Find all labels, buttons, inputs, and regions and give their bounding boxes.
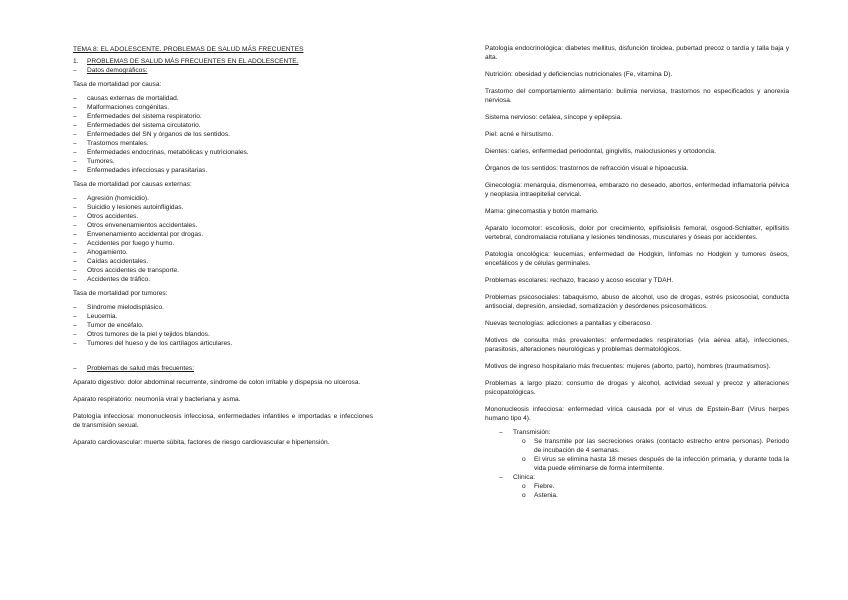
paragraph: Problemas psicosociales: tabaquismo, abuso de alcohol, uso de drogas, estrés psicosocial, conducta antisocial, depresión, ansiedad, somatización y desórdenes psicosomáticos. <box>485 294 789 310</box>
paragraph: Aparato respiratorio: neumonía viral y bacteriana y asma. <box>73 396 241 403</box>
mortality-causes-label: Tasa de mortalidad por causa: <box>73 81 162 88</box>
list-item: – Tumores del hueso y de los cartílagos articulares. <box>73 340 233 347</box>
clinical-heading: – Clínica: <box>499 474 535 481</box>
list-item: – Otros accidentes de transporte. <box>73 267 179 274</box>
list-item: – Enfermedades del SN y órganos de los sentidos. <box>73 131 230 138</box>
paragraph: Mononucleosis infecciosa: enfermedad vírica causada por el virus de Epstein-Barr (Virus herpes humano tipo 4). <box>485 406 789 422</box>
paragraph: Aparato cardiovascular: muerte súbita, factores de riesgo cardiovascular e hipertensión. <box>73 439 330 446</box>
list-item: o El virus se elimina hasta 18 meses después de la infección primaria, y durante toda la vida puede eliminarse de forma intermitente. <box>522 456 789 472</box>
paragraph: Problemas a largo plazo: consumo de drogas y alcohol, actividad sexual y precoz y alteraciones psicopatológicas. <box>485 380 789 396</box>
paragraph: Sistema nervioso: cefalea, síncope y epilepsia. <box>485 114 623 121</box>
paragraph: Patología infecciosa: mononucleosis infecciosa, enfermedades infantiles e importadas e infecciones de transmisión sexual. <box>73 413 373 429</box>
external-causes-list <box>73 194 373 284</box>
list-item: o Se transmite por las secreciones orales (contacto estrecho entre personas). Periodo de incubación de 4 semanas. <box>522 438 789 454</box>
demographics-label: Datos demográficos: <box>87 67 148 74</box>
list-item: – Accidentes por fuego y humo. <box>73 240 175 247</box>
list-item: – Síndrome mielodisplásico. <box>73 304 164 311</box>
list-item: o Fiebre. <box>522 483 555 490</box>
list-item: – Enfermedades infecciosas y parasitarias. <box>73 167 208 174</box>
section-title: PROBLEMAS DE SALUD MÁS FRECUENTES EN EL ADOLESCENTE. <box>87 58 299 65</box>
list-item: – Enfermedades del sistema circulatorio. <box>73 122 201 129</box>
list-item: – Otros accidentes. <box>73 213 139 220</box>
list-item: o Astenia. <box>522 492 558 499</box>
paragraph: Problemas escolares: rechazo, fracaso y acoso escolar y TDAH. <box>485 277 674 284</box>
right-column <box>485 44 789 500</box>
paragraph: Mama: ginecomastia y botón mamario. <box>485 208 599 215</box>
frequent-problems-label: Problemas de salud más frecuentes: <box>87 365 195 372</box>
transmission-heading: – Transmisión: <box>499 429 551 436</box>
list-item: – Ahogamiento. <box>73 249 128 256</box>
list-item: – Caídas accidentales. <box>73 258 149 265</box>
paragraph: Nutrición: obesidad y deficiencias nutricionales (Fe, vitamina D). <box>485 71 673 78</box>
paragraph: Trastorno del comportamiento alimentario: bulimia nerviosa, trastornos no especificados y anorexia nerviosa. <box>485 88 789 104</box>
list-item: – Enfermedades endocrinas, metabólicas y nutricionales. <box>73 149 249 156</box>
list-item: – Enfermedades del sistema respiratorio. <box>73 113 202 120</box>
list-item: – Otros envenenamientos accidentales. <box>73 222 198 229</box>
list-item: – Tumor de encéfalo. <box>73 322 144 329</box>
paragraph: Patología oncológica: leucemias, enfermedad de Hodgkin, linfomas no Hodgkin y tumores óseos, encefálicos y de células germinales. <box>485 251 789 267</box>
list-item: – Otros tumores de la piel y tejidos blandos. <box>73 331 210 338</box>
section-number: 1. <box>73 58 79 65</box>
external-causes-label: Tasa de mortalidad por causas externas: <box>73 181 192 188</box>
list-item: – Agresión (homicidio). <box>73 195 149 202</box>
paragraph: Piel: acné e hirsutismo. <box>485 131 554 138</box>
paragraph: Patología endocrinológica: diabetes mellitus, disfunción tiroidea, pubertad precoz o tardía y talla baja y alta. <box>485 45 789 61</box>
list-item: – Trastornos mentales. <box>73 140 149 147</box>
list-item: – Tumores. <box>73 158 115 165</box>
list-item: – causas externas de mortalidad. <box>73 95 179 102</box>
tumors-label: Tasa de mortalidad por tumores: <box>73 290 168 297</box>
frequent-problems-heading: – Problemas de salud más frecuentes: <box>73 365 195 372</box>
paragraph: Ginecología: menarquia, dismenorrea, embarazo no deseado, abortos, enfermedad inflamatoria pélvica y neoplasia intraepitelial cervical. <box>485 182 789 198</box>
document-title: TEMA 8: EL ADOLESCENTE. PROBLEMAS DE SALUD MÁS FRECUENTES <box>73 46 304 53</box>
list-item: – Leucemia. <box>73 313 118 320</box>
demographics-heading: – Datos demográficos: <box>73 67 148 74</box>
list-item: – Envenenamiento accidental por drogas. <box>73 231 204 238</box>
list-item: – Suicidio y lesiones autoinfligidas. <box>73 204 184 211</box>
paragraph: Nuevas tecnologías: adicciones a pantallas y ciberacoso. <box>485 320 653 327</box>
section-heading <box>73 57 373 66</box>
clinical-label: Clínica: <box>513 474 535 481</box>
paragraph: Motivos de ingreso hospitalario más frecuentes: mujeres (aborto, parto), hombres (traumatismos). <box>485 363 771 370</box>
mortality-causes-list <box>73 94 373 175</box>
paragraph: Dientes: caries, enfermedad periodontal, gingivitis, maloclusiones y ortodoncia. <box>485 148 716 155</box>
paragraph: Órganos de los sentidos: trastornos de refracción visual e hipoacusia. <box>485 165 689 172</box>
list-item: – Accidentes de tráfico. <box>73 276 151 283</box>
transmission-label: Transmisión: <box>513 429 551 436</box>
paragraph: Aparato digestivo: dolor abdominal recurrente, síndrome de colon irritable y dispepsia no ulcerosa. <box>73 379 361 386</box>
paragraph: Aparato locomotor: escoliosis, dolor por crecimiento, epifisiolisis femoral, osgood-Schlatter, epifisitis vertebral, condromalacia rotuliana y lesiones tendinosas, musculares y óseas por accidentes. <box>485 225 789 241</box>
left-column <box>73 45 373 447</box>
tumors-list <box>73 303 373 348</box>
list-item: – Malformaciones congénitas. <box>73 104 170 111</box>
paragraph: Motivos de consulta más prevalentes: enfermedades respiratorias (vía aérea alta), infecciones, parasitosis, alteraciones neurológicas y problemas dermatológicos. <box>485 337 789 353</box>
